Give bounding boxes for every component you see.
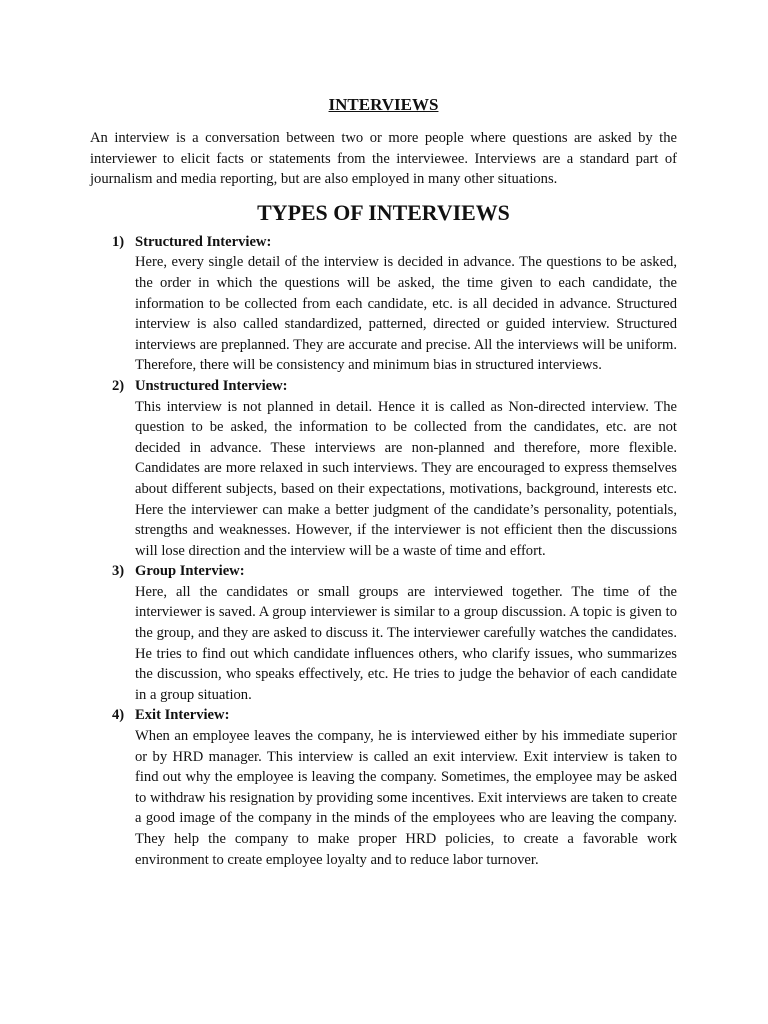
list-item-body: When an employee leaves the company, he is interviewed either by his immediate superior or by HRD manager. This interview is called an exit interview. Exit interview is taken to find out why the employee is leaving the company. Sometimes, the employee may be asked to withdraw his resignation by providing some incentives. Exit interviews are taken to create a good image of the company in the minds of the employees who are leaving the company. They help the company to make proper HRD policies, to create a favorable work environment to create employee loyalty and to reduce labor turnover. (135, 728, 677, 868)
list-item-structured-interview (90, 232, 677, 376)
list-item-unstructured-interview (90, 376, 677, 561)
list-item-group-interview (90, 561, 677, 705)
list-item-number: 1) (112, 233, 125, 250)
document-page (90, 94, 677, 870)
list-item-body: Here, every single detail of the interview is decided in advance. The questions to be asked, the order in which the questions will be asked, the time given to each candidate, the information to be collected from each candidate, etc. is all decided in advance. Structured interview is also called standardized, patterned, directed or guided interview. Structured interviews are preplanned. They are accurate and precise. All the interviews will be uniform. Therefore, there will be consistency and minimum bias in structured interviews. (135, 254, 677, 374)
list-item-body: Here, all the candidates or small groups are interviewed together. The time of the interviewer is saved. A group interviewer is similar to a group discussion. A topic is given to the group, and they are asked to discuss it. The interviewer carefully watches the candidates. He tries to find out which candidate influences others, who clarify issues, who summarizes the discussion, who speaks effectively, etc. He tries to judge the behavior of each candidate in a group situation. (135, 583, 677, 703)
document-title: INTERVIEWS (328, 95, 439, 114)
list-item-heading: Structured Interview: (135, 233, 272, 250)
list-item-heading: Group Interview: (135, 563, 245, 580)
list-item-body: This interview is not planned in detail. Hence it is called as Non-directed interview. The question to be asked, the information to be collected from the candidates, etc. are not decided in advance. These interviews are non-planned and therefore, more flexible. Candidates are more relaxed in such interviews. They are encouraged to express themselves about different subjects, based on their expectations, motivations, background, interests etc. Here the interviewer can make a better judgment of the candidate’s personality, potentials, strengths and weaknesses. However, if the interviewer is not efficient then the discussions will lose direction and the interview will be a waste of time and effort. (135, 398, 677, 559)
list-item-heading: Exit Interview: (135, 707, 230, 724)
list-item-exit-interview (90, 705, 677, 870)
intro-paragraph: An interview is a conversation between two or more people where questions are asked by the interviewer to elicit facts or statements from the interviewee. Interviews are a standard part of journalism and media reporting, but are also employed in many other situations. (90, 130, 677, 188)
list-item-number: 4) (112, 707, 125, 724)
section-title: TYPES OF INTERVIEWS (257, 199, 510, 225)
list-item-number: 2) (112, 377, 125, 394)
interview-types-list (90, 232, 677, 870)
list-item-number: 3) (112, 563, 125, 580)
list-item-heading: Unstructured Interview: (135, 377, 288, 394)
